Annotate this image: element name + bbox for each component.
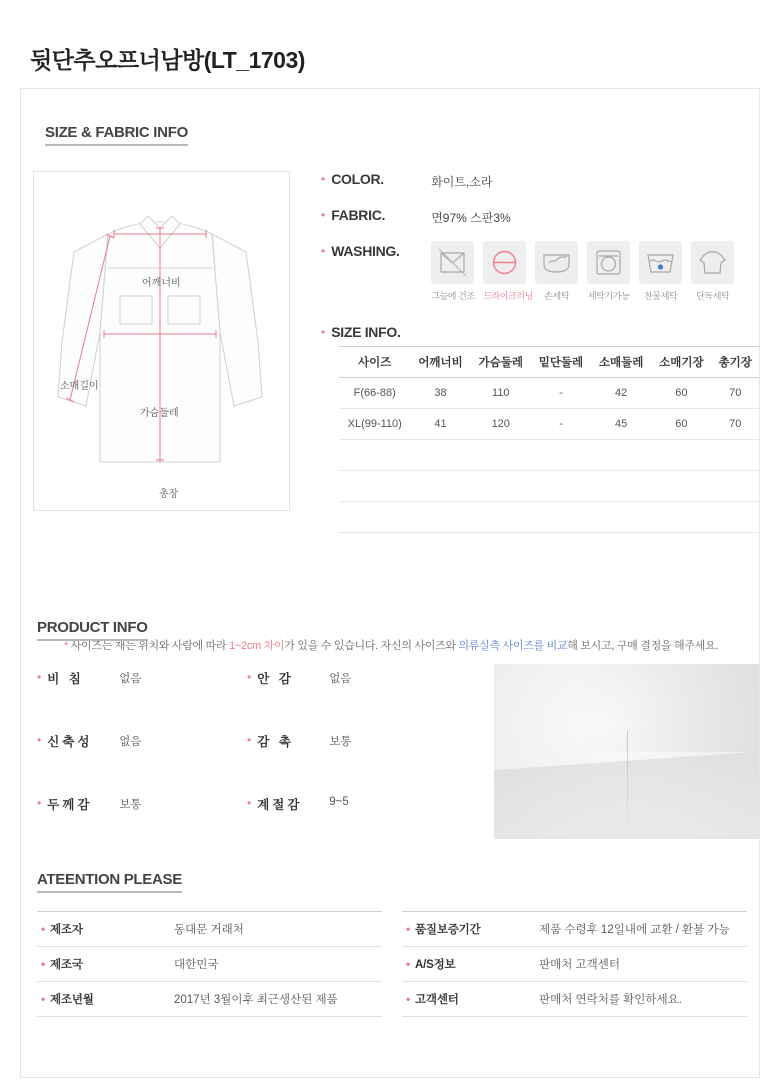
bullet-icon: • (247, 670, 252, 684)
table-row (402, 982, 747, 1017)
photo-highlight (574, 664, 760, 752)
wash-item (691, 241, 734, 302)
product-info-cell (37, 732, 247, 750)
product-info-row (37, 795, 477, 813)
cold-wash-icon (639, 241, 682, 284)
cell-sleeve-length (651, 440, 711, 471)
cell-total-length (711, 471, 759, 502)
product-info-row (37, 669, 477, 687)
at-value: 2017년 3월이후 최근생산된 제품 (174, 994, 338, 1006)
attention-table-left (37, 911, 382, 1017)
pi-label: 신축성 (47, 735, 93, 749)
cell-size: XL(99-110) (339, 409, 410, 440)
note-blue: 의류실측 사이즈를 비교 (458, 640, 568, 652)
at-value: 판매처 고객센터 (539, 959, 620, 971)
cell-sleeve-length (651, 502, 711, 533)
at-value: 동대문 거래처 (174, 924, 244, 936)
cell-hem (531, 471, 591, 502)
cell-hem: - (531, 378, 591, 409)
cell-total-length: 70 (711, 378, 759, 409)
cell-hem: - (531, 409, 591, 440)
pi-label: 계절감 (257, 798, 303, 812)
attention-heading (37, 871, 182, 893)
size-info-row (321, 324, 741, 340)
washing-label: WASHING. (331, 243, 400, 259)
bullet-icon: • (321, 244, 326, 258)
product-info-cell (37, 669, 247, 687)
at-key-text: 제조년월 (50, 994, 94, 1006)
cell-size (339, 471, 410, 502)
cell-sleeve-width: 42 (591, 378, 651, 409)
cell-shoulder: 41 (410, 409, 470, 440)
pi-value: 없음 (119, 736, 142, 748)
fabric-row (321, 207, 741, 226)
color-value: 화이트,소라 (431, 175, 493, 189)
bullet-icon: • (37, 670, 42, 684)
pi-value: 없음 (119, 673, 142, 685)
bullet-icon: • (321, 325, 326, 339)
table-row (339, 440, 759, 471)
cell-size: F(66-88) (339, 378, 410, 409)
fabric-value: 면97% 스판3% (431, 211, 511, 225)
th-chest: 가슴둘레 (471, 347, 531, 378)
at-key-text: A/S정보 (415, 959, 456, 971)
cell-sleeve-width (591, 440, 651, 471)
table-row (402, 947, 747, 982)
bullet-icon: • (406, 992, 411, 1006)
garment-illustration (33, 171, 290, 511)
cell-sleeve-length: 60 (651, 378, 711, 409)
product-info-row (37, 732, 477, 750)
size-table (339, 346, 759, 533)
label-total-length: 총장 (159, 489, 179, 500)
at-key (37, 912, 170, 947)
fabric-label: FABRIC. (331, 207, 386, 223)
cell-shoulder (410, 502, 470, 533)
cell-size (339, 440, 410, 471)
bullet-icon: • (41, 922, 46, 936)
label-sleeve-length: 소매길이 (60, 381, 99, 392)
hand-wash-icon (535, 241, 578, 284)
size-fabric-heading (45, 124, 188, 146)
bullet-icon: • (37, 733, 42, 747)
th-hem: 밑단둘레 (531, 347, 591, 378)
table-row (402, 912, 747, 947)
cell-chest: 120 (471, 409, 531, 440)
wash-item (483, 241, 533, 302)
cell-total-length: 70 (711, 409, 759, 440)
wash-item (535, 241, 578, 302)
color-row (321, 171, 741, 190)
at-key-text: 제조국 (50, 959, 83, 971)
shade-dry-icon (431, 241, 474, 284)
bullet-icon: • (41, 957, 46, 971)
wash-item (431, 241, 474, 302)
product-info-cell (247, 669, 457, 687)
photo-fold-line (627, 731, 628, 840)
product-info-cell (37, 795, 247, 813)
pi-value: 보통 (329, 736, 352, 748)
bullet-icon: • (406, 957, 411, 971)
table-row (339, 502, 759, 533)
cell-chest: 110 (471, 378, 531, 409)
bullet-icon: • (41, 992, 46, 1006)
note-star-icon: * (63, 640, 68, 652)
washing-row (321, 243, 741, 302)
pi-value: 없음 (329, 673, 352, 685)
wash-caption: 단독세탁 (696, 291, 730, 301)
cell-total-length (711, 502, 759, 533)
wash-item (587, 241, 630, 302)
at-key (37, 947, 170, 982)
content-card (20, 88, 760, 1078)
cell-chest (471, 471, 531, 502)
fabric-closeup-photo (494, 664, 759, 839)
at-key-text: 고객센터 (415, 994, 459, 1006)
wash-caption: 세탁기가능 (587, 291, 630, 301)
color-label: COLOR. (331, 171, 384, 187)
at-key (402, 947, 535, 982)
cell-chest (471, 440, 531, 471)
cell-sleeve-length: 60 (651, 409, 711, 440)
bullet-icon: • (406, 922, 411, 936)
cell-sleeve-width (591, 471, 651, 502)
attention-tables (37, 911, 747, 1017)
wash-item (639, 241, 682, 302)
th-total-length: 총기장 (711, 347, 759, 378)
product-info-cell (247, 732, 457, 750)
cell-chest (471, 502, 531, 533)
product-info-heading-text: PRODUCT INFO (37, 619, 148, 641)
at-key (37, 982, 170, 1017)
at-key (402, 982, 535, 1017)
washing-icons (431, 241, 734, 302)
note-part2: 가 있을 수 있습니다. 자신의 사이즈와 (284, 640, 459, 652)
bullet-icon: • (247, 796, 252, 810)
size-fabric-heading-text: SIZE & FABRIC INFO (45, 124, 188, 146)
table-row (37, 982, 382, 1017)
pi-label: 감 촉 (257, 735, 294, 749)
at-key-text: 품질보증기간 (415, 924, 481, 936)
wash-caption: 그늘에 건조 (431, 291, 475, 301)
separate-wash-icon (691, 241, 734, 284)
pi-label: 비 침 (47, 672, 84, 686)
cell-sleeve-width: 45 (591, 409, 651, 440)
table-header-row (339, 347, 759, 378)
table-row (339, 378, 759, 409)
pi-value: 보통 (119, 799, 142, 811)
product-info-cell (247, 795, 457, 813)
cell-shoulder (410, 440, 470, 471)
table-row (37, 912, 382, 947)
at-value: 제품 수령후 12일내에 교환 / 환불 가능 (539, 924, 730, 936)
wash-caption: 찬물세탁 (644, 291, 678, 301)
product-info-grid (37, 669, 477, 858)
cell-size (339, 502, 410, 533)
cell-total-length (711, 440, 759, 471)
bullet-icon: • (321, 172, 326, 186)
attention-heading-text: ATEENTION PLEASE (37, 871, 182, 893)
shirt-diagram-icon (34, 172, 289, 510)
at-key (402, 912, 535, 947)
cell-hem (531, 440, 591, 471)
dry-clean-icon (483, 241, 526, 284)
note-part3: 해 보시고, 구매 결정을 해주세요. (567, 640, 719, 652)
attention-table-right (402, 911, 747, 1017)
table-row (37, 947, 382, 982)
cell-hem (531, 502, 591, 533)
th-sleeve-width: 소매둘레 (591, 347, 651, 378)
cell-sleeve-length (651, 471, 711, 502)
at-key-text: 제조자 (50, 924, 83, 936)
wash-caption: 손세탁 (544, 291, 570, 301)
th-sleeve-length: 소매기장 (651, 347, 711, 378)
table-row (339, 471, 759, 502)
label-chest: 가슴둘레 (140, 408, 179, 419)
table-row (339, 409, 759, 440)
pi-label: 두께감 (47, 798, 93, 812)
machine-wash-icon (587, 241, 630, 284)
cell-shoulder: 38 (410, 378, 470, 409)
size-info-label: SIZE INFO. (331, 324, 401, 340)
wash-caption: 드라이크리닝 (483, 291, 533, 301)
cell-sleeve-width (591, 502, 651, 533)
bullet-icon: • (247, 733, 252, 747)
label-shoulder: 어깨너비 (142, 278, 181, 289)
th-shoulder: 어깨너비 (410, 347, 470, 378)
th-size: 사이즈 (339, 347, 410, 378)
pi-label: 안 감 (257, 672, 294, 686)
bullet-icon: • (321, 208, 326, 222)
pi-value: 9~5 (329, 796, 349, 808)
note-part1: 사이즈는 재는 위치와 사람에 따라 (70, 640, 230, 652)
cell-shoulder (410, 471, 470, 502)
fabric-info-column (321, 171, 752, 533)
note-pink: 1~2cm 차이 (229, 640, 285, 652)
at-value: 판매처 연락처를 확인하세요. (539, 994, 682, 1006)
page-title: 뒷단추오프너남방(LT_1703) (30, 47, 305, 73)
bullet-icon: • (37, 796, 42, 810)
at-value: 대한민국 (174, 959, 219, 971)
product-info-heading (37, 619, 148, 641)
